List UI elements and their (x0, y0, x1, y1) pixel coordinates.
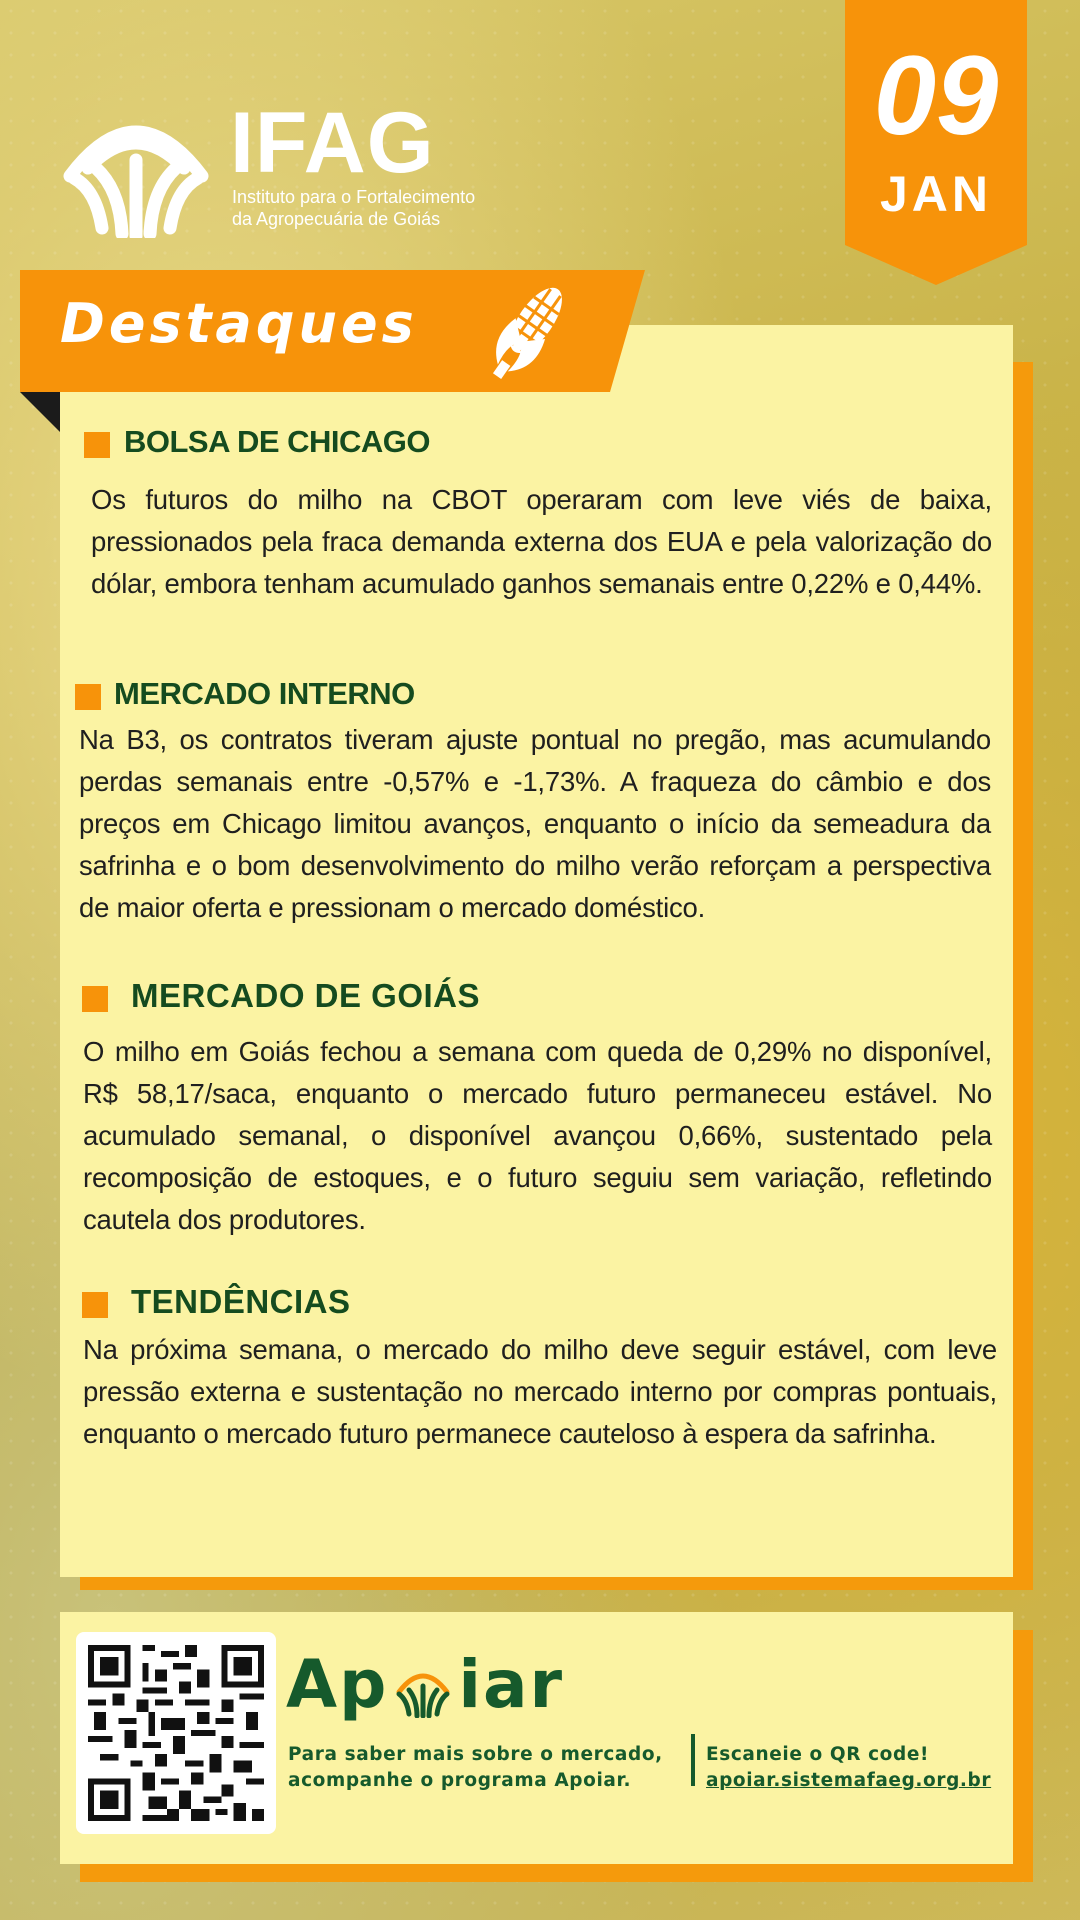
date-month: JAN (879, 166, 993, 222)
section-title-tendencias: TENDÊNCIAS (131, 1283, 351, 1320)
ifag-logo (62, 95, 482, 248)
footer-scan (706, 1742, 991, 1794)
logo-subtitle (232, 186, 475, 230)
section-bullet (84, 432, 110, 458)
footer-info-line1: Para saber mais sobre o mercado, (288, 1744, 663, 1765)
apoiar-brand-right: iar (458, 1646, 565, 1723)
section-body-mercado-goias: O milho em Goiás fechou a semana com queda de 0,29% no disponível, R$ 58,17/saca, enquanto o mercado futuro permaneceu estável. No acumulado semanal, o disponível avançou 0,66%, sustentado pela recomposição de estoques, e o futuro seguiu sem variação, refletindo cautela dos produtores. (83, 1036, 992, 1235)
banner-title: Destaques (60, 292, 418, 355)
corn-icon (470, 276, 580, 386)
logo-name: IFAG (230, 95, 435, 191)
banner-fold (20, 392, 60, 432)
section-bullet (82, 986, 108, 1012)
qr-code-icon[interactable] (88, 1645, 264, 1821)
section-title-mercado-interno: MERCADO INTERNO (114, 676, 415, 711)
section-bullet (82, 1292, 108, 1318)
logo-subtitle-line1: Instituto para o Fortalecimento (232, 187, 476, 207)
apoiar-brand-left: Ap (286, 1646, 389, 1723)
footer-divider (691, 1734, 695, 1786)
date-day: 09 (873, 33, 999, 158)
apoiar-url-link[interactable]: apoiar.sistemafaeg.org.br (706, 1770, 992, 1791)
scan-label: Escaneie o QR code! (706, 1744, 930, 1765)
logo-subtitle-line2: da Agropecuária de Goiás (232, 209, 441, 229)
section-bullet (75, 684, 101, 710)
section-title-bolsa-chicago: BOLSA DE CHICAGO (124, 424, 431, 459)
ifag-logo-icon (62, 98, 210, 238)
apoiar-leaf-icon (393, 1662, 453, 1718)
section-body-mercado-interno: Na B3, os contratos tiveram ajuste pontual no pregão, mas acumulando perdas semanais entre -0,57% e -1,73%. A fraqueza do câmbio e dos preços em Chicago limitou avanços, enquanto o início da semeadura da safrinha e o bom desenvolvimento do milho verão reforçam a perspectiva de maior oferta e pressionam o mercado doméstico. (79, 724, 991, 923)
section-body-bolsa-chicago: Os futuros do milho na CBOT operaram com leve viés de baixa, pressionados pela fraca demanda externa dos EUA e pela valorização do dólar, embora tenham acumulado ganhos semanais entre 0,22% e 0,44%. (91, 484, 992, 599)
footer-info-line2: acompanhe o programa Apoiar. (288, 1770, 632, 1791)
footer-info (288, 1742, 683, 1794)
section-body-tendencias: Na próxima semana, o mercado do milho deve seguir estável, com leve pressão externa e sustentação no mercado interno por compras pontuais, enquanto o mercado futuro permanece cauteloso à espera da safrinha. (83, 1334, 997, 1449)
section-title-mercado-goias: MERCADO DE GOIÁS (131, 977, 481, 1014)
